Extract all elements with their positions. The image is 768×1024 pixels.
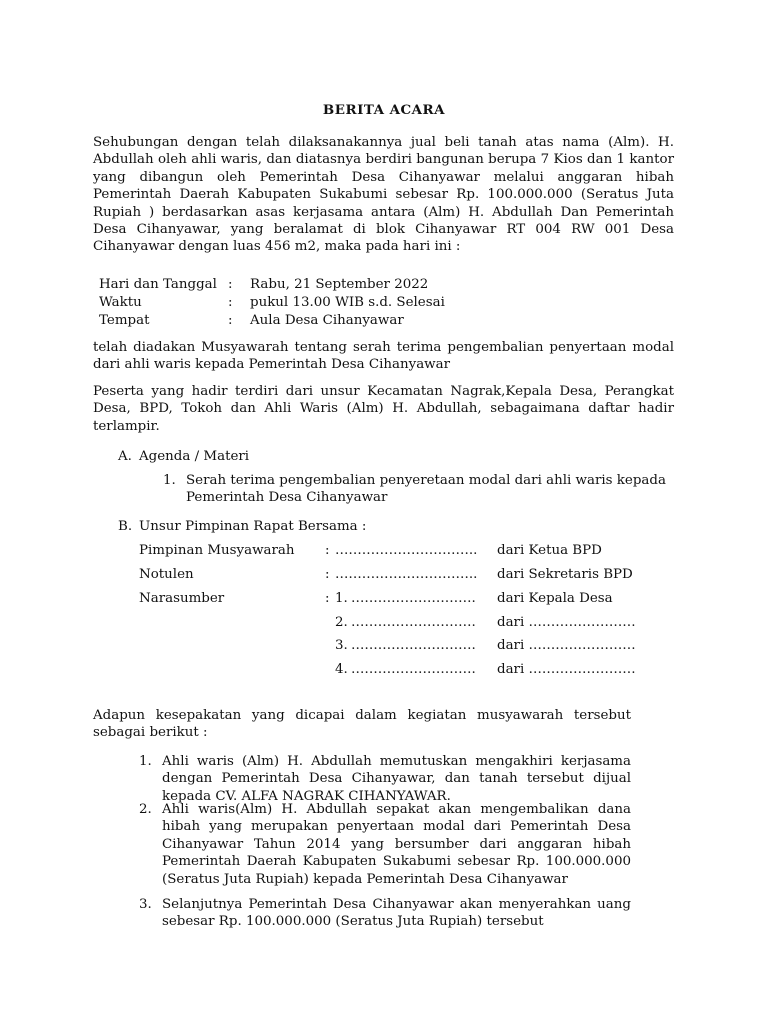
meeting-date-colon: :	[228, 277, 233, 292]
leader-source: dari Ketua BPD	[497, 543, 602, 558]
leader-colon: :	[325, 543, 330, 558]
speaker-dots-2: ……………………….	[351, 615, 476, 630]
agenda-item-text: Serah terima pengembalian penyeretaan modal dari ahli waris kepada Pemerintah Desa Cihanyawar	[186, 473, 666, 506]
speaker-row-3	[139, 637, 679, 655]
minutes-taker-row	[139, 566, 679, 584]
speaker-number-3: 3.	[335, 638, 348, 653]
agreement-number-3: 3.	[139, 897, 152, 912]
meeting-place-value: Aula Desa Cihanyawar	[250, 313, 404, 328]
meeting-time-label: Waktu	[99, 295, 142, 310]
minutes-taker-source: dari Sekretaris BPD	[497, 567, 633, 582]
document-title: BERITA ACARA	[322, 102, 446, 118]
attendees-paragraph: Peserta yang hadir terdiri dari unsur Kecamatan Nagrak,Kepala Desa, Perangkat Desa, BPD, Tokoh dan Ahli Waris (Alm) H. Abdullah, sebagaimana daftar hadir terlampir.	[93, 384, 674, 434]
intro-paragraph: Sehubungan dengan telah dilaksanakannya jual beli tanah atas nama (Alm). H. Abdullah oleh ahli waris, dan diatasnya berdiri bangunan berupa 7 Kios dan 1 kantor yang dibangun oleh Pemerintah Desa Cihanyawar melalui anggaran hibah Pemerintah Daerah Kabupaten Sukabumi sebesar Rp. 100.000.000 (Seratus Juta Rupiah ) berdasarkan asas kerjasama antara (Alm) H. Abdullah Dan Pemerintah Desa Cihanyawar, yang beralamat di blok Cihanyawar RT 004 RW 001 Desa Cihanyawar dengan luas 456 m2, maka pada hari ini :	[93, 135, 674, 255]
speaker-dots-1: ……………………….	[351, 591, 476, 606]
leader-row	[139, 542, 679, 560]
section-a-marker: A.	[118, 449, 132, 464]
leader-label: Pimpinan Musyawarah	[139, 543, 295, 558]
meeting-time-colon: :	[228, 295, 233, 310]
speaker-source-3: dari ……………………	[497, 638, 636, 653]
meeting-place-row	[99, 312, 499, 330]
meeting-place-colon: :	[228, 313, 233, 328]
speaker-source-2: dari ……………………	[497, 615, 636, 630]
section-b-marker: B.	[118, 519, 133, 534]
meeting-time-value: pukul 13.00 WIB s.d. Selesai	[250, 295, 445, 310]
meeting-date-label: Hari dan Tanggal	[99, 277, 217, 292]
agreement-text-2: Ahli waris(Alm) H. Abdullah sepakat akan mengembalikan dana hibah yang merupakan penyertaan modal dari Pemerintah Desa Cihanyawar Tahun 2014 yang bersumber dari anggaran hibah Pemerintah Daerah Kabupaten Sukabumi sebesar Rp. 100.000.000 (Seratus Juta Rupiah) kepada Pemerintah Desa Cihanyawar	[162, 802, 631, 887]
agreement-number-2: 2.	[139, 802, 152, 817]
section-b-title: Unsur Pimpinan Rapat Bersama :	[139, 519, 367, 534]
section-b-heading	[118, 518, 366, 535]
speaker-colon: :	[325, 591, 330, 606]
speaker-row-1	[139, 590, 679, 608]
speaker-number-1: 1.	[335, 591, 348, 606]
speaker-number-4: 4.	[335, 662, 348, 677]
meeting-details	[99, 276, 499, 330]
agenda-item-number: 1.	[163, 473, 176, 488]
meeting-date-value: Rabu, 21 September 2022	[250, 277, 429, 292]
speaker-row-4	[139, 661, 679, 679]
meeting-place-label: Tempat	[99, 313, 150, 328]
speaker-dots-3: ……………………….	[351, 638, 476, 653]
speaker-number-2: 2.	[335, 615, 348, 630]
speaker-row-2	[139, 614, 679, 632]
speaker-source-4: dari ……………………	[497, 662, 636, 677]
meeting-time-row	[99, 294, 499, 312]
speaker-source-1: dari Kepala Desa	[497, 591, 613, 606]
agreement-text-1: Ahli waris (Alm) H. Abdullah memutuskan mengakhiri kerjasama dengan Pemerintah Desa Cihanyawar, dan tanah tersebut dijual kepada CV. ALFA NAGRAK CIHANYAWAR.	[162, 754, 631, 804]
agreement-number-1: 1.	[139, 754, 152, 769]
section-a-title: Agenda / Materi	[139, 449, 250, 464]
section-a-heading	[118, 448, 249, 465]
speaker-dots-4: ……………………….	[351, 662, 476, 677]
meeting-purpose-paragraph: telah diadakan Musyawarah tentang serah terima pengembalian penyertaan modal dari ahli waris kepada Pemerintah Desa Cihanyawar	[93, 340, 674, 373]
minutes-taker-colon: :	[325, 567, 330, 582]
agreement-intro-paragraph: Adapun kesepakatan yang dicapai dalam kegiatan musyawarah tersebut sebagai berikut :	[93, 708, 631, 741]
minutes-taker-dots: …………………………..	[335, 567, 478, 582]
meeting-date-row	[99, 276, 499, 294]
agreement-text-3: Selanjutnya Pemerintah Desa Cihanyawar akan menyerahkan uang sebesar Rp. 100.000.000 (Seratus Juta Rupiah) tersebut	[162, 897, 631, 930]
speaker-label: Narasumber	[139, 591, 225, 606]
minutes-taker-label: Notulen	[139, 567, 194, 582]
leader-dots: …………………………..	[335, 543, 478, 558]
